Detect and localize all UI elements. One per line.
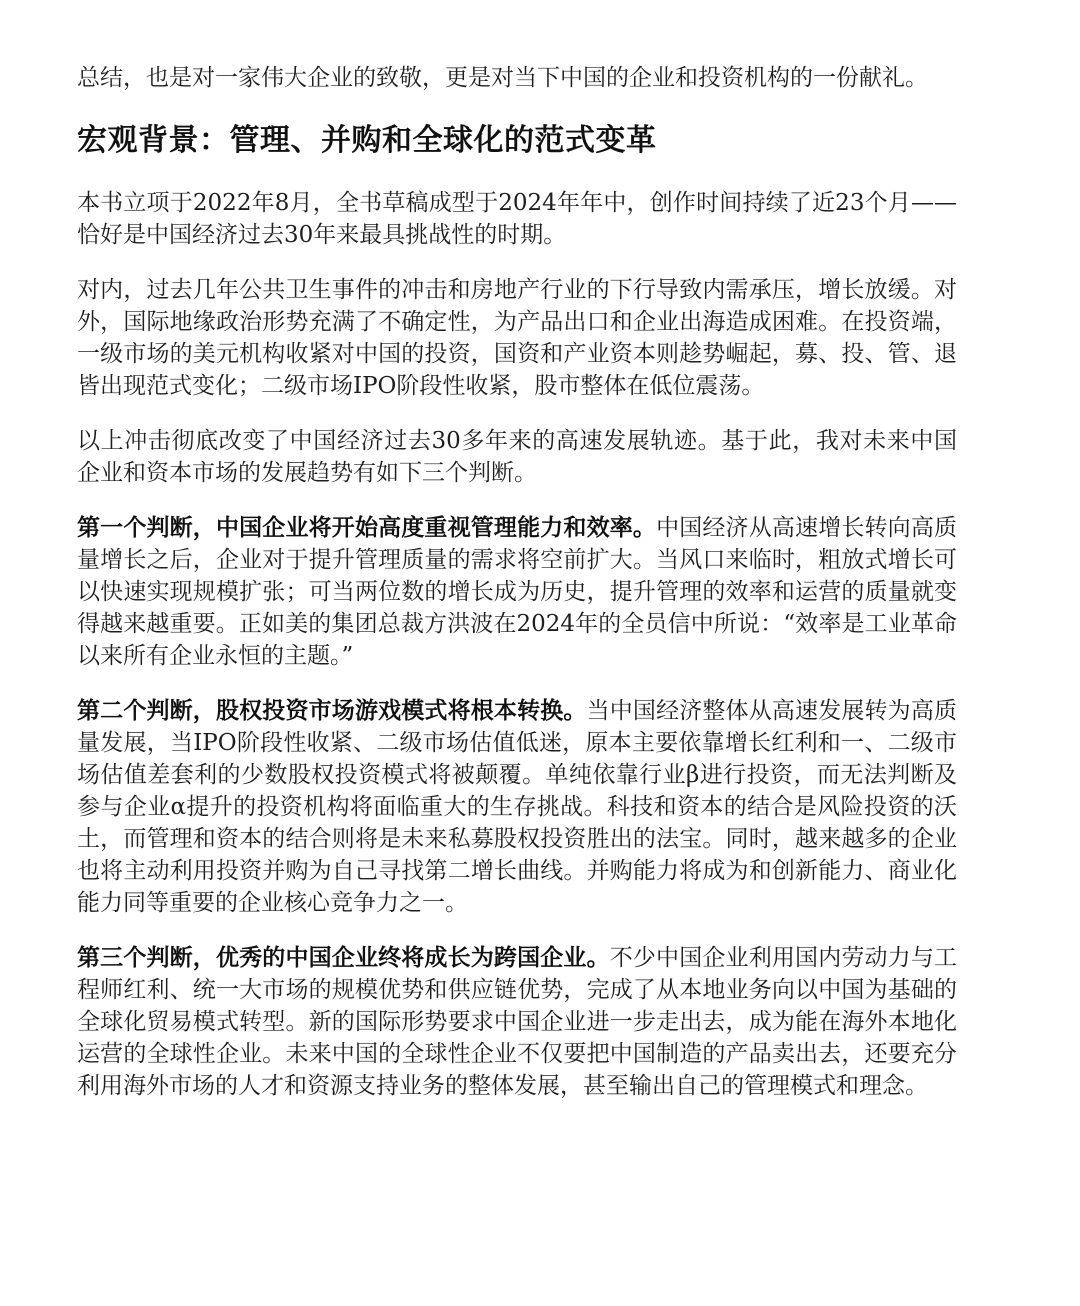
judgment-paragraph-3 — [77, 942, 957, 1102]
section-heading: 宏观背景：管理、并购和全球化的范式变革 — [77, 123, 657, 158]
document-body — [77, 62, 957, 1125]
judgment-lead-2: 第二个判断，股权投资市场游戏模式将根本转换。 — [77, 698, 587, 724]
judgment-body-1: 中国经济从高速增长转向高质量增长之后，企业对于提升管理质量的需求将空前扩大。当风口来临时，粗放式增长可以快速实现规模扩张；可当两位数的增长成为历史，提升管理的效率和运营的质量就变得越来越重要。正如美的集团总裁方洪波在2024年的全员信中所说：“效率是工业革命以来所有企业永恒的主题。” — [77, 515, 958, 669]
judgment-body-2: 当中国经济整体从高速发展转为高质量发展，当IPO阶段性收紧、二级市场估值低迷，原本主要依靠增长红利和一、二级市场估值差套利的少数股权投资模式将被颠覆。单纯依靠行业β进行投资，而无法判断及参与企业α提升的投资机构将面临重大的生存挑战。科技和资本的结合是风险投资的沃土，而管理和资本的结合则将是未来私募股权投资胜出的法宝。同时，越来越多的企业也将主动利用投资并购为自己寻找第二增长曲线。并购能力将成为和创新能力、商业化能力同等重要的企业核心竞争力之一。 — [77, 698, 958, 916]
paragraph-three-judgments-intro: 以上冲击彻底改变了中国经济过去30多年来的高速发展轨迹。基于此，我对未来中国企业和资本市场的发展趋势有如下三个判断。 — [77, 428, 957, 486]
paragraph-domestic-international: 对内，过去几年公共卫生事件的冲击和房地产行业的下行导致内需承压，增长放缓。对外，国际地缘政治形势充满了不确定性，为产品出口和企业出海造成困难。在投资端，一级市场的美元机构收紧对中国的投资，国资和产业资本则趁势崛起，募、投、管、退皆出现范式变化；二级市场IPO阶段性收紧，股市整体在低位震荡。 — [77, 277, 957, 399]
judgment-paragraph-1 — [77, 512, 957, 672]
judgment-body-3: 不少中国企业利用国内劳动力与工程师红利、统一大市场的规模优势和供应链优势，完成了从本地业务向以中国为基础的全球化贸易模式转型。新的国际形势要求中国企业进一步走出去，成为能在海外本地化运营的全球性企业。未来中国的全球性企业不仅要把中国制造的产品卖出去，还要充分利用海外市场的人才和资源支持业务的整体发展，甚至输出自己的管理模式和理念。 — [77, 945, 958, 1099]
judgment-lead-1: 第一个判断，中国企业将开始高度重视管理能力和效率。 — [77, 515, 657, 541]
intro-paragraph: 总结，也是对一家伟大企业的致敬，更是对当下中国的企业和投资机构的一份献礼。 — [77, 65, 928, 91]
judgment-paragraph-2 — [77, 695, 957, 919]
judgment-lead-3: 第三个判断，优秀的中国企业终将成长为跨国企业。 — [77, 945, 610, 971]
paragraph-timeline: 本书立项于2022年8月，全书草稿成型于2024年年中，创作时间持续了近23个月——恰好是中国经济过去30年来最具挑战性的时期。 — [77, 190, 957, 248]
